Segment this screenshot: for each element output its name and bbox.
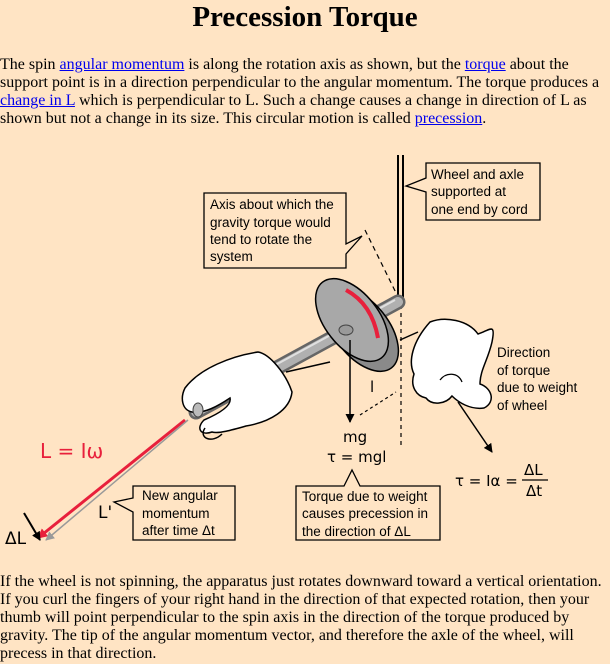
callout-axis [204,193,362,268]
svg-text:system: system [210,249,253,264]
wheel [301,266,413,385]
delta-L-vector [24,513,40,540]
svg-text:after time Δt: after time Δt [142,523,215,538]
axle-end [193,403,203,417]
svg-text:Direction: Direction [497,345,551,360]
callout-direction-torque [497,345,578,413]
lever-arm-l [360,392,396,415]
support-cord [398,155,403,305]
svg-text:due to weight: due to weight [497,380,578,395]
label-mg: mg [343,428,368,446]
svg-text:tend to rotate the: tend to rotate the [210,232,313,247]
callout-torque-weight [296,470,440,540]
svg-text:Axis about which the: Axis about which the [210,197,334,212]
label-L-prime: L' [98,503,113,523]
label-fraction-denominator: Δt [526,482,543,500]
intro-text-1: The spin [0,56,60,73]
link-change-in-l[interactable]: change in L [0,92,75,109]
link-torque[interactable]: torque [464,56,506,73]
link-precession[interactable]: precession [414,110,483,127]
svg-text:momentum: momentum [142,506,210,521]
torque-direction-vector [458,402,492,452]
rotation-axis-dashed-line [365,230,402,305]
svg-text:of torque: of torque [497,363,551,378]
svg-text:Wheel and axle: Wheel and axle [431,167,525,182]
intro-text-3: about the support point is in a direction perpendicular to the angular momentum. The torque produces a [0,56,600,91]
intro-text-5: . [482,110,487,127]
label-delta-L: ΔL [5,529,27,549]
label-tau-equation: τ = Iα = [455,472,518,490]
label-fraction-numerator: ΔL [524,461,543,479]
page-title: Precession Torque [192,1,418,33]
svg-text:of wheel: of wheel [497,398,548,413]
label-l: l [370,378,375,396]
label-L: L = Iω [40,439,104,463]
label-tau-mgl: τ = mgl [327,448,387,466]
link-angular-momentum[interactable]: angular momentum [59,56,185,73]
svg-text:the direction of ΔL: the direction of ΔL [302,524,411,539]
precession-diagram [0,150,610,560]
intro-paragraph [0,56,608,128]
svg-text:Torque due to weight: Torque due to weight [302,489,428,504]
svg-text:gravity torque would: gravity torque would [210,215,331,230]
svg-text:New angular: New angular [142,488,218,503]
intro-text-4: which is perpendicular to L. Such a change causes a change in direction of L as shown but not a change in its size. This circular motion is called [0,92,587,127]
callout-new-angular-momentum [114,486,235,540]
outro-paragraph: If the wheel is not spinning, the apparatus just rotates downward toward a vertical orientation. If you curl the fingers of your right hand in the direction of that expected rotation, then your thumb will point perpendicular to the spin axis in the direction of the torque produced by gravity. The tip of the angular momentum vector, and therefore the axle of the wheel, will precess in that direction. [0,573,602,662]
svg-text:supported at: supported at [431,184,507,199]
hand-left [182,352,330,439]
hand-right [400,319,493,408]
intro-text-2: is along the rotation axis as shown, but the [184,56,465,73]
callout-wheel-axle [406,163,540,220]
svg-text:causes precession in: causes precession in [302,506,429,521]
svg-text:one end by cord: one end by cord [431,202,528,217]
